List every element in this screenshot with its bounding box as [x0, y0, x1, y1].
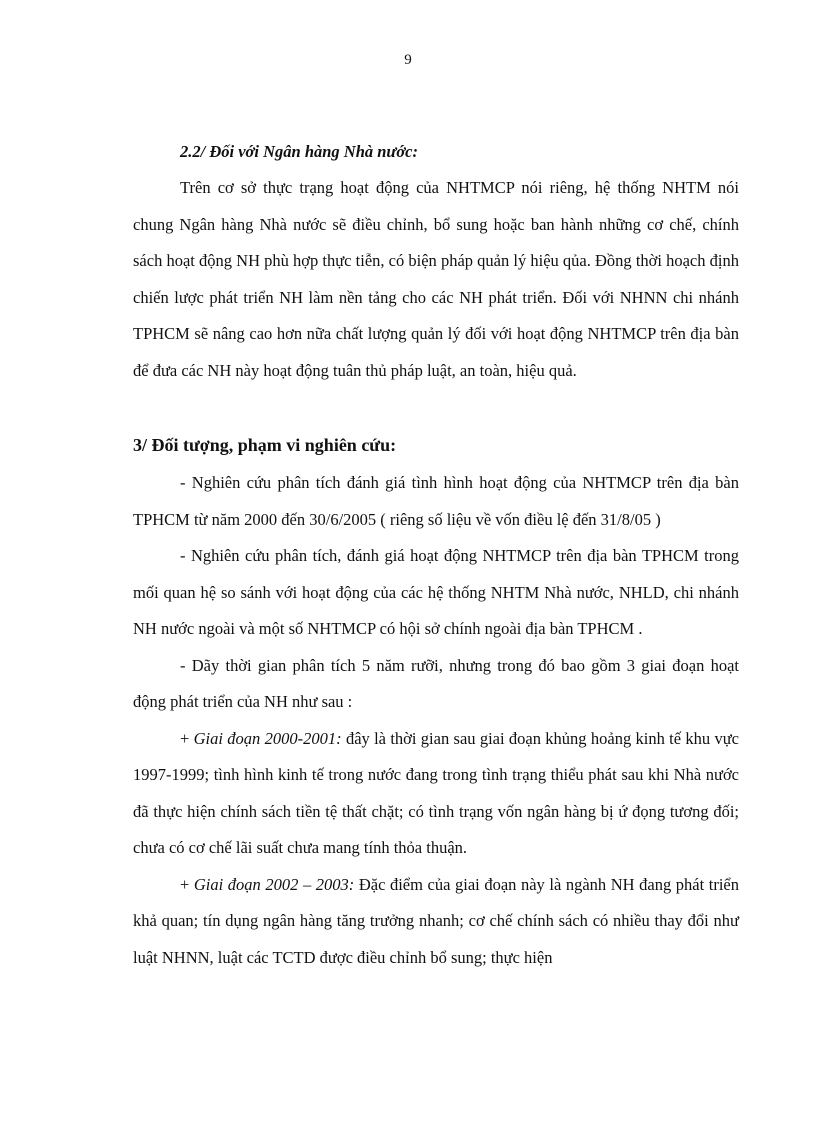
phase-2-label: Giai đoạn 2002 – 2003: — [193, 874, 355, 894]
phase-2-paragraph — [133, 867, 739, 977]
scope-item-3: - Dãy thời gian phân tích 5 năm rưỡi, nhưng trong đó bao gồm 3 giai đoạn hoạt động phát triển của NH như sau : — [133, 655, 739, 711]
section-2-2-heading: 2.2/ Đối với Ngân hàng Nhà nước: — [180, 142, 418, 161]
scope-item-1: - Nghiên cứu phân tích đánh giá tình hình hoạt động của NHTMCP trên địa bàn TPHCM từ năm 2000 đến 30/6/2005 ( riêng số liệu về vốn điều lệ đến 31/8/05 ) — [133, 473, 739, 529]
section-3 — [133, 428, 739, 976]
phase-1-prefix: + — [180, 728, 194, 748]
section-2-2 — [133, 134, 739, 389]
phase-1-paragraph — [133, 721, 739, 867]
phase-2-prefix: + — [180, 874, 194, 894]
page-number: 9 — [404, 52, 412, 68]
phase-2-text: Đặc điểm của giai đoạn này là ngành NH đang phát triển khả quan; tín dụng ngân hàng tăng trưởng nhanh; cơ chế chính sách có nhiều thay đổi như luật NHNN, luật các TCTD được điều chỉnh bổ sung; thực hiện — [133, 874, 739, 967]
phase-1-text: đây là thời gian sau giai đoạn khủng hoảng kinh tế khu vực 1997-1999; tình hình kinh tế trong nước đang trong tình trạng thiểu phát sau khi Nhà nước đã thực hiện chính sách tiền tệ thất chặt; có tình trạng vốn ngân hàng bị ứ đọng tương đối; chưa có cơ chế lãi suất chưa mang tính thỏa thuận. — [133, 728, 740, 857]
section-3-heading: 3/ Đối tượng, phạm vi nghiên cứu: — [133, 435, 397, 455]
phase-1-label: Giai đoạn 2000-2001: — [193, 728, 342, 748]
scope-item-2: - Nghiên cứu phân tích, đánh giá hoạt động NHTMCP trên địa bàn TPHCM trong mối quan hệ so sánh với hoạt động của các hệ thống NHTM Nhà nước, NHLD, chi nhánh NH nước ngoài và một số NHTMCP có hội sở chính ngoài địa bàn TPHCM . — [133, 546, 739, 638]
section-2-2-paragraph: Trên cơ sở thực trạng hoạt động của NHTMCP nói riêng, hệ thống NHTM nói chung Ngân hàng Nhà nước sẽ điều chỉnh, bổ sung hoặc ban hành những cơ chế, chính sách hoạt động NH phù hợp thực tiễn, có biện pháp quản lý hiệu qủa. Đồng thời hoạch định chiến lược phát triển NH làm nền tảng cho các NH phát triển. Đối với NHNN chi nhánh TPHCM sẽ nâng cao hơn nữa chất lượng quản lý đối với hoạt động NHTMCP trên địa bàn để đưa các NH này hoạt động tuân thủ pháp luật, an toàn, hiệu quả. — [133, 178, 739, 380]
